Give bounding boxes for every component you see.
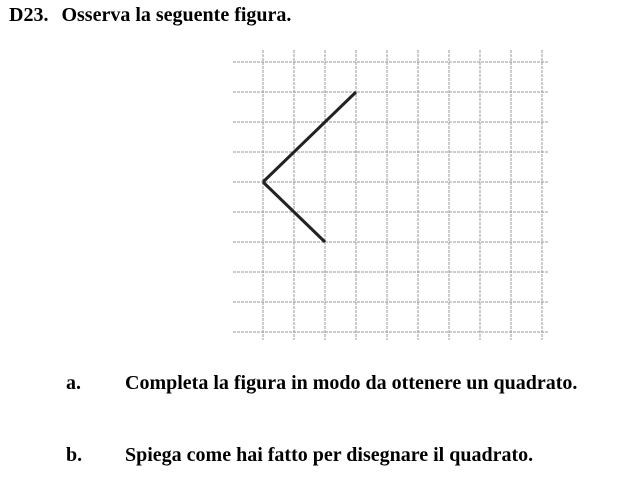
figure-segment xyxy=(263,92,356,182)
item-b-text: Spiega come hai fatto per disegnare il quadrato. xyxy=(125,444,534,466)
question-prompt: Osserva la seguente figura. xyxy=(61,4,292,26)
item-a xyxy=(66,372,577,395)
item-b xyxy=(66,444,533,467)
item-b-letter: b. xyxy=(66,444,83,466)
question-number: D23. xyxy=(9,4,49,26)
item-a-text: Completa la figura in modo da ottenere un quadrato. xyxy=(125,372,578,394)
item-a-letter: a. xyxy=(66,372,81,394)
